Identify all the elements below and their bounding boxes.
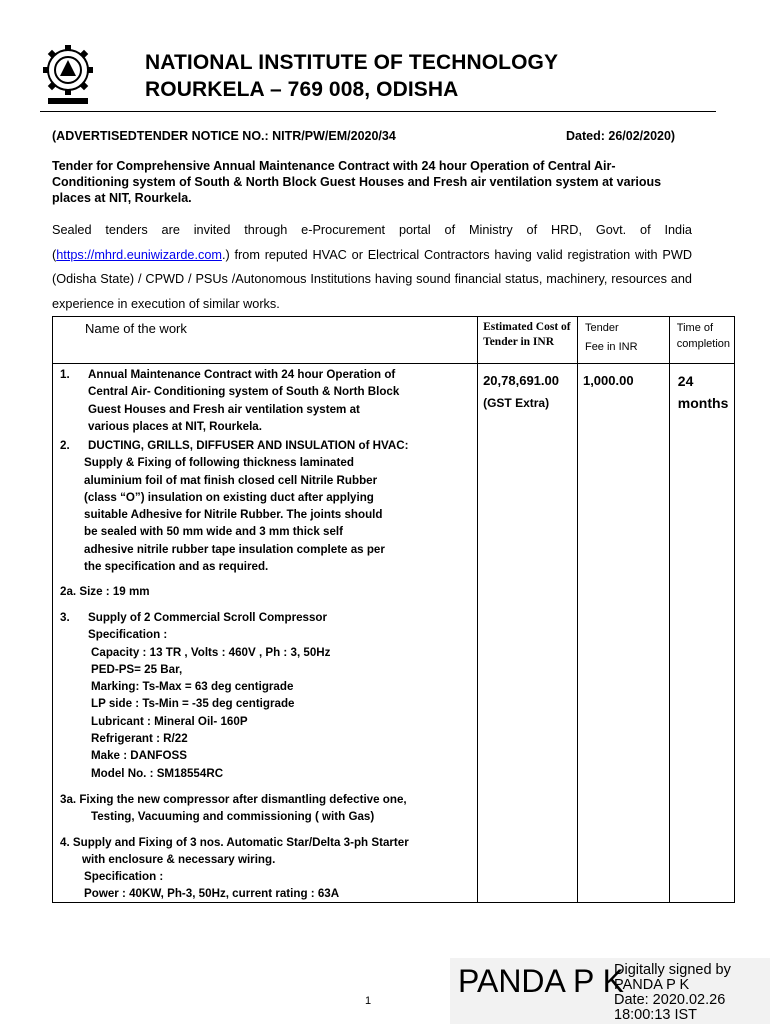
header-divider [40, 111, 716, 112]
page-number: 1 [365, 995, 372, 1007]
header-estimated-cost: Estimated Cost of Tender in INR [478, 317, 578, 364]
tender-notice-number: (ADVERTISEDTENDER NOTICE NO.: NITR/PW/EM/2020/34 [52, 129, 396, 143]
tender-title: Tender for Comprehensive Annual Maintenance Contract with 24 hour Operation of Central Air-Conditioning system of South & North Block Guest Houses and Fresh air ventilation system at various places at NIT, Rourkela. [52, 159, 662, 205]
item-1: 1. Annual Maintenance Contract with 24 hour Operation of Central Air- Conditioning system of South & North Block Guest Houses and Fresh air ventilation system at various places at NIT, Rourkela. [60, 368, 400, 433]
item-2a: 2a. Size : 19 mm [60, 585, 150, 598]
item-3: 3. Supply of 2 Commercial Scroll Compressor Specification : Capacity : 13 TR , Volts : 460V , Ph : 3, 50Hz PED-PS= 25 Bar, Marking: Ts-Max = 63 deg centigrade LP side : Ts-Min = -35 deg centigrade Lubricant : Mineral Oil- 160P Refrigerant : R/22 Make : DANFOSS Model No. : SM18554RC [60, 611, 331, 780]
notice-date: Dated: 26/02/2020) [566, 129, 676, 143]
signatory-name: PANDA P K [458, 963, 624, 999]
institute-name: NATIONAL INSTITUTE OF TECHNOLOGY [145, 51, 559, 74]
tender-fee-cell: 1,000.00 [577, 364, 669, 903]
time-of-completion-cell: 24 months [669, 364, 734, 903]
intro-paragraph: Sealed tenders are invited through e-Procurement portal of Ministry of HRD, Govt. of India (https://mhrd.euniwizarde.com.) from reputed HVAC or Electrical Contractors having valid registration with PWD (Odisha State) / CPWD / PSUs /Autonomous Institutions having sound financial status, machinery, resources and experience in execution of similar works. [52, 223, 692, 311]
header-tender-fee: Tender Fee in INR [577, 317, 669, 364]
estimated-cost-cell: 20,78,691.00 (GST Extra) [478, 364, 578, 903]
nit-rourkela-logo [38, 42, 98, 106]
header-time-of-completion: Time of completion [669, 317, 734, 364]
item-3a: 3a. Fixing the new compressor after dismantling defective one, Testing, Vacuuming and commissioning ( with Gas) [60, 793, 407, 823]
header-name-of-work: Name of the work [53, 317, 478, 364]
signature-details: Digitally signed by PANDA P K Date: 2020.02.26 18:00:13 IST [614, 962, 731, 1023]
works-table [52, 316, 735, 903]
eprocurement-link[interactable]: https://mhrd.euniwizarde.com [56, 247, 222, 262]
work-description-cell [53, 364, 478, 903]
institute-address: ROURKELA – 769 008, ODISHA [145, 78, 459, 101]
item-4: 4. Supply and Fixing of 3 nos. Automatic Star/Delta 3-ph Starter with enclosure & necessary wiring. Specification : Power : 40KW, Ph-3, 50Hz, current rating : 63A [60, 836, 409, 900]
item-2: 2. DUCTING, GRILLS, DIFFUSER AND INSULATION of HVAC: Supply & Fixing of following thickness laminated aluminium foil of mat finish closed cell Nitrile Rubber (class “O”) insulation on existing duct after applying suitable Adhesive for Nitrile Rubber. The joints should be sealed with 50 mm wide and 3 mm thick self adhesive nitrile rubber tape insulation complete as per the specification and as required. [60, 439, 409, 574]
